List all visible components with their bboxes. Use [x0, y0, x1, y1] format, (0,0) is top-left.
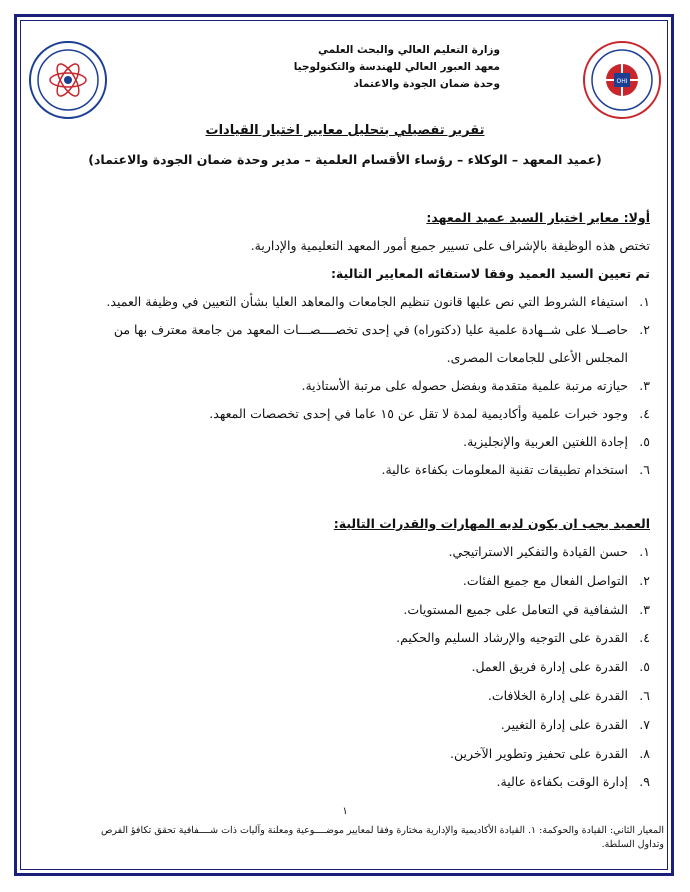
- footer-note: [34, 824, 664, 852]
- footer-line: المعيار الثاني: القيادة والحوكمة: ١. القيادة الأكاديمية والإدارية مختارة وفقا لمعايير موضــــوعية ومعلنة وآليات ذات شــــفافية تحقق تكافؤ الفرص: [100, 825, 664, 836]
- list-item: ٩. إدارة الوقت بكفاءة عالية.: [496, 774, 650, 790]
- svg-text:OHI: OHI: [616, 78, 628, 85]
- footer-line: وتداول السلطة.: [601, 839, 664, 850]
- list-item: ٢. حاصــلا على شــهادة علمية عليا (دكتوراه) في إحدى تخصــــصـــات المعهد من جامعة معترف بها من المجلس الأعلى للجامعات المصرى.: [113, 322, 650, 365]
- section2-heading: العميد يجب ان يكون لديه المهارات والقدرات التالية:: [333, 516, 650, 531]
- institute-logo-right: [582, 40, 662, 120]
- quality-unit-line: وحدة ضمان الجودة والاعتماد: [353, 78, 500, 90]
- dean-criteria-list: [40, 288, 650, 484]
- list-item: ٤. القدرة على التوجيه والإرشاد السليم والحكيم.: [396, 630, 650, 646]
- list-item: ٥. القدرة على إدارة فريق العمل.: [471, 659, 650, 675]
- list-item: ٣. الشفافية في التعامل على جميع المستويات.: [403, 601, 650, 617]
- list-item: ٤. وجود خبرات علمية وأكاديمية لمدة لا تقل عن ١٥ عاما في إحدى تخصصات المعهد.: [209, 406, 650, 421]
- report-title: تقرير تفصيلي بتحليل معايير اختيار القيادات: [205, 123, 485, 138]
- list-item: ٦. القدرة على إدارة الخلافات.: [487, 687, 650, 703]
- report-subtitle: (عميد المعهد – الوكلاء – رؤساء الأقسام العلمية – مدير وحدة ضمان الجودة والاعتماد): [88, 152, 602, 167]
- list-item: ٣. حيازته مرتبة علمية متقدمة وبفضل حصوله على مرتبة الأستاذية.: [301, 378, 650, 393]
- list-item: ١. استيفاء الشروط التي نص عليها قانون تنظيم الجامعات والمعاهد العليا بشأن التعيين في وظيفة العميد.: [106, 294, 650, 309]
- list-item: ٨. القدرة على تحفيز وتطوير الآخرين.: [450, 745, 650, 761]
- dean-skills-list: [40, 538, 650, 797]
- list-item: ٥. إجادة اللغتين العربية والإنجليزية.: [463, 434, 650, 449]
- list-item: ٧. القدرة على إدارة التغيير.: [500, 716, 650, 732]
- ministry-header: [294, 42, 500, 93]
- page-number: ١: [342, 806, 348, 817]
- list-item: ٢. التواصل الفعال مع جميع الفئات.: [462, 572, 650, 588]
- institute-line: معهد العبور العالي للهندسة والتكنولوجيا: [293, 61, 500, 73]
- section1-subheading: تم تعيين السيد العميد وفقا لاستفائه المعايير التالية:: [330, 266, 650, 281]
- list-item: ١. حسن القيادة والتفكير الاستراتيجي.: [448, 544, 650, 559]
- ministry-line: وزارة التعليم العالي والبحث العلمي: [317, 44, 500, 56]
- section1-intro: تختص هذه الوظيفة بالإشراف على تسيير جميع أمور المعهد التعليمية والإدارية.: [250, 238, 650, 253]
- document-page: [40, 30, 664, 870]
- list-item: ٦. استخدام تطبيقات تقنية المعلومات بكفاءة عالية.: [381, 462, 650, 477]
- institute-logo-left: [28, 40, 108, 120]
- section1-heading: أولا: معاير اختيار السيد عميد المعهد:: [426, 210, 650, 225]
